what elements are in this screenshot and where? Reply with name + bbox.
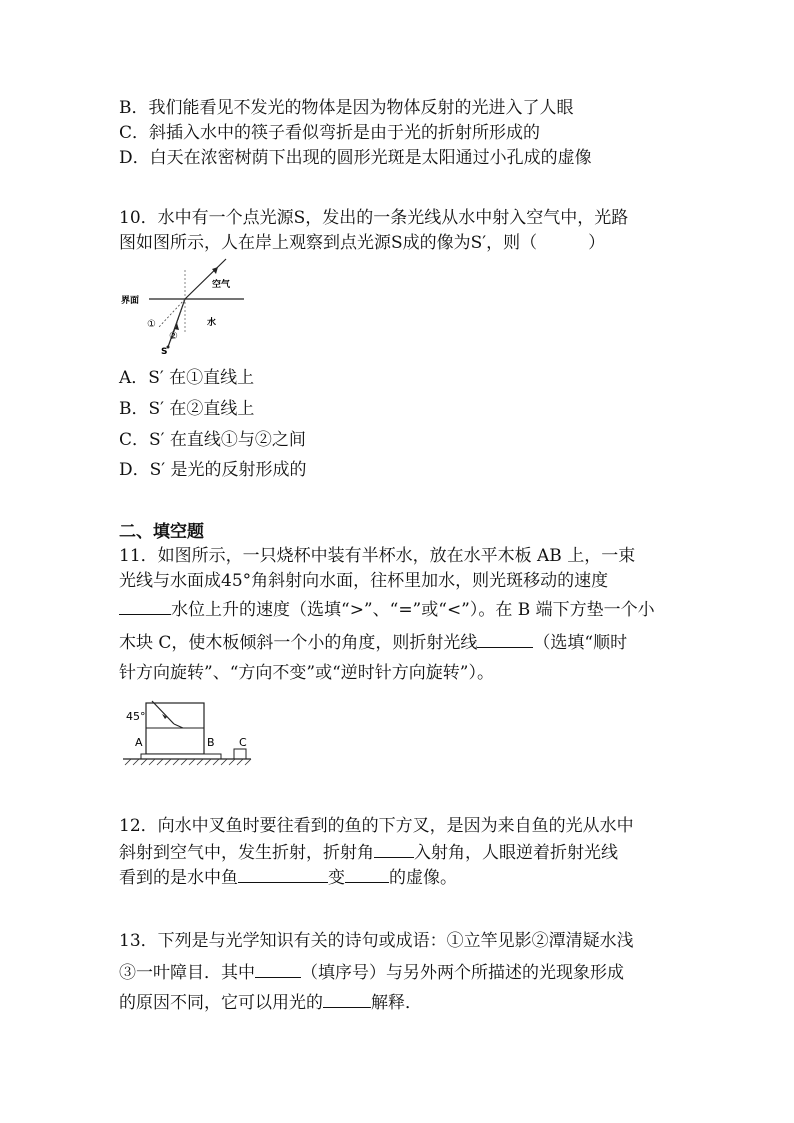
q13-line2-text-a: ③一叶障目．其中 <box>119 963 255 983</box>
line1-label: ① <box>147 319 156 330</box>
section-heading-fill-in: 二、填空题 <box>119 522 204 542</box>
q11-line4-text-a: 木块 C，使木板倾斜一个小的角度，则折射光线 <box>119 633 478 653</box>
q11-line3-text: 水位上升的速度（选填“>”、“=”或“<”）。在 B 端下方垫一个小 <box>171 600 655 620</box>
q13-stem-line3 <box>119 990 422 1014</box>
q9-option-b: B．我们能看见不发光的物体是因为物体反射的光进入了人眼 <box>119 98 574 118</box>
q12-stem-line1: 12．向水中叉鱼时要往看到的鱼的下方叉，是因为来自鱼的光从水中 <box>119 816 634 836</box>
interface-label: 界面 <box>121 296 140 306</box>
q11-line4-text-b: （选填“顺时 <box>533 633 628 653</box>
q10-option-a: A．S′ 在①直线上 <box>119 368 255 388</box>
q13-blank-2[interactable] <box>323 990 371 1008</box>
q12-stem-line3 <box>119 865 457 889</box>
refracted-ray <box>174 724 183 728</box>
q10-option-b: B．S′ 在②直线上 <box>119 399 255 419</box>
q11-stem-line3 <box>119 597 655 621</box>
q12-stem-line2 <box>119 840 618 864</box>
q13-line3-text-b: 解释． <box>371 993 422 1013</box>
q11-stem-line4 <box>119 630 627 654</box>
q12-blank-2[interactable] <box>238 865 328 883</box>
q12-line3-text-a: 看到的是水中鱼 <box>119 868 238 888</box>
q13-line2-text-b: （填序号）与另外两个所描述的光现象形成 <box>301 963 624 983</box>
q11-blank-1[interactable] <box>119 597 171 615</box>
block-c <box>234 749 246 759</box>
source-label: S <box>161 347 168 355</box>
refracted-ray <box>185 259 226 299</box>
air-label: 空气 <box>212 280 231 290</box>
q11-beaker-figure <box>119 695 259 771</box>
q13-stem-line2 <box>119 960 624 984</box>
q10-stem-line1: 10．水中有一个点光源S，发出的一条光线从水中射入空气中，光路 <box>119 208 629 228</box>
q12-line2-text-b: 入射角，人眼逆着折射光线 <box>414 843 618 863</box>
angle-label: 45° <box>126 710 146 723</box>
q11-blank-2[interactable] <box>477 630 533 648</box>
q12-line3-text-c: 的虚像。 <box>389 868 457 888</box>
q13-line3-text-a: 的原因不同，它可以用光的 <box>119 993 323 1013</box>
extension-line-1 <box>159 299 185 327</box>
ground-hatching <box>125 759 251 765</box>
line2-label: ② <box>169 331 178 342</box>
water-label: 水 <box>207 318 217 328</box>
q11-stem-line1: 11．如图所示，一只烧杯中装有半杯水，放在水平木板 AB 上，一束 <box>119 546 636 566</box>
q12-line2-text-a: 斜射到空气中，发生折射，折射角 <box>119 843 374 863</box>
q9-option-d: D．白天在浓密树荫下出现的圆形光斑是太阳通过小孔成的虚像 <box>119 148 592 168</box>
q10-option-c: C．S′ 在直线①与②之间 <box>119 430 306 450</box>
point-a-label: A <box>135 736 143 749</box>
q11-stem-line5: 针方向旋转”、“方向不变”或“逆时针方向旋转”）。 <box>119 663 494 683</box>
q12-line3-text-b: 变 <box>328 868 345 888</box>
q12-blank-1[interactable] <box>374 840 414 858</box>
block-c-label: C <box>239 736 247 749</box>
q13-blank-1[interactable] <box>255 960 301 978</box>
q10-refraction-figure <box>119 255 249 355</box>
wooden-board <box>141 754 221 759</box>
q12-blank-3[interactable] <box>345 865 389 883</box>
point-b-label: B <box>207 736 215 749</box>
q11-stem-line2: 光线与水面成45°角斜射向水面，往杯里加水，则光斑移动的速度 <box>119 571 609 591</box>
q13-stem-line1: 13．下列是与光学知识有关的诗句或成语：①立竿见影②潭清疑水浅 <box>119 931 634 951</box>
q10-option-d: D．S′ 是光的反射形成的 <box>119 460 307 480</box>
q10-stem-line2: 图如图所示，人在岸上观察到点光源S成的像为S′，则（ ） <box>119 233 606 253</box>
light-ray <box>152 701 174 724</box>
refracted-ray-arrow <box>212 267 218 274</box>
q9-option-c: C．斜插入水中的筷子看似弯折是由于光的折射所形成的 <box>119 123 541 143</box>
